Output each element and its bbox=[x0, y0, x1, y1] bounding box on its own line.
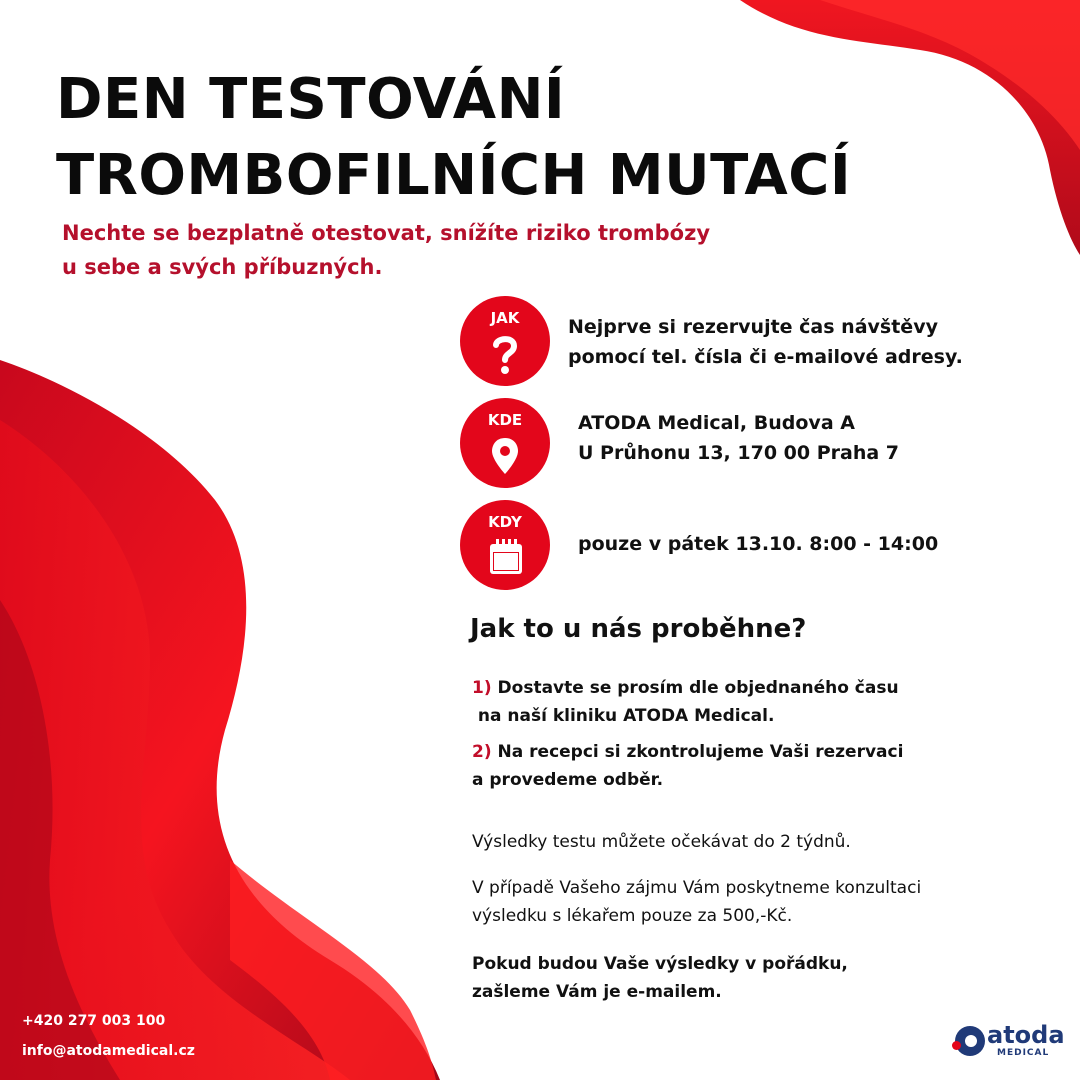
badge-kdy bbox=[460, 500, 550, 590]
contact-phone[interactable]: +420 277 003 100 bbox=[22, 1013, 166, 1029]
contact-email[interactable]: info@atodamedical.cz bbox=[22, 1043, 195, 1059]
question-icon bbox=[489, 334, 521, 376]
subtitle bbox=[62, 216, 710, 284]
step-line-1: Dostavte se prosím dle objednaného času bbox=[497, 678, 899, 698]
step-line-2: na naší kliniku ATODA Medical. bbox=[472, 706, 775, 726]
step-line-1: Na recepci si zkontrolujeme Vaši rezervaci bbox=[497, 742, 904, 762]
subtitle-line-2: u sebe a svých příbuzných. bbox=[62, 255, 383, 279]
info-jak bbox=[568, 312, 963, 372]
badge-jak bbox=[460, 296, 550, 386]
badge-label: JAK bbox=[490, 309, 520, 327]
ok-line-2: zašleme Vám je e-mailem. bbox=[472, 982, 722, 1002]
info-kdy bbox=[578, 529, 938, 559]
subtitle-line-1: Nechte se bezplatně otestovat, snížíte riziko trombózy bbox=[62, 221, 711, 245]
consult-line-1: V případě Vašeho zájmu Vám poskytneme konzultaci bbox=[472, 878, 922, 898]
step-number: 1) bbox=[472, 678, 492, 698]
logo-mark bbox=[955, 1026, 985, 1056]
step-line-2: a provedeme odběr. bbox=[472, 770, 664, 790]
info-line-2: pomocí tel. čísla či e-mailové adresy. bbox=[568, 346, 963, 368]
logo-sub: MEDICAL bbox=[997, 1048, 1050, 1058]
page-title bbox=[56, 62, 851, 214]
badge-label: KDY bbox=[488, 513, 522, 531]
calendar-icon bbox=[489, 538, 523, 578]
consult-note bbox=[472, 874, 921, 930]
process-step-2 bbox=[472, 738, 903, 794]
ok-line-1: Pokud budou Vaše výsledky v pořádku, bbox=[472, 954, 848, 974]
results-note bbox=[472, 828, 851, 856]
consult-line-2: výsledku s lékařem pouze za 500,-Kč. bbox=[472, 906, 793, 926]
ok-note bbox=[472, 950, 848, 1006]
info-line-1: ATODA Medical, Budova A bbox=[578, 412, 855, 434]
location-pin-icon bbox=[489, 436, 521, 478]
info-kde bbox=[578, 408, 899, 468]
badge-label: KDE bbox=[487, 411, 523, 429]
atoda-logo bbox=[955, 1022, 1065, 1062]
title-line-2: TROMBOFILNÍCH MUTACÍ bbox=[56, 143, 852, 208]
logo-word: atoda bbox=[987, 1021, 1065, 1049]
title-line-1: DEN TESTOVÁNÍ bbox=[56, 67, 566, 132]
info-line-1: pouze v pátek 13.10. 8:00 - 14:00 bbox=[578, 533, 939, 555]
badge-kde bbox=[460, 398, 550, 488]
step-number: 2) bbox=[472, 742, 492, 762]
process-step-1 bbox=[472, 674, 899, 730]
results-text: Výsledky testu můžete očekávat do 2 týdnů. bbox=[472, 832, 851, 852]
process-heading: Jak to u nás proběhne? bbox=[470, 614, 807, 644]
info-line-2: U Průhonu 13, 170 00 Praha 7 bbox=[578, 442, 900, 464]
info-line-1: Nejprve si rezervujte čas návštěvy bbox=[568, 316, 938, 338]
